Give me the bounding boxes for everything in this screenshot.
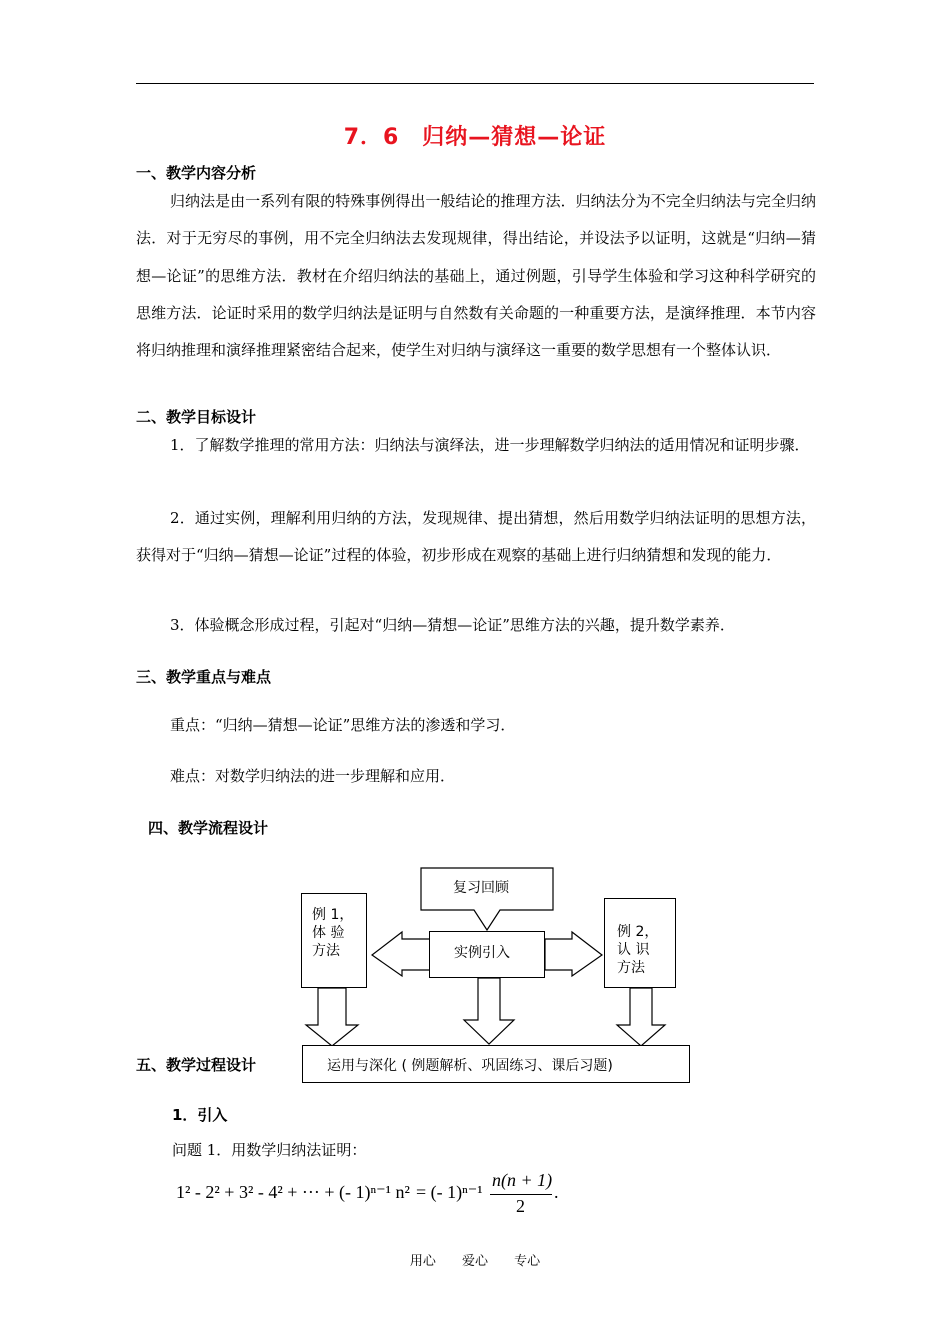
section-1-paragraph: 归纳法是由一系列有限的特殊事例得出一般结论的推理方法．归纳法分为不完全归纳法与完全归纳法．对于无穷尽的事例，用不完全归纳法去发现规律，得出结论，并设法予以证明，这就是“归纳—猜想—论证”的思维方法．教材在介绍归纳法的基础上，通过例题，引导学生体验和学习这种科学研究的思维方法．论证时采用的数学归纳法是证明与自然数有关命题的一种重要方法，是演绎推理．本节内容将归纳推理和演绎推理紧密结合起来，使学生对归纳与演绎这一重要的数学思想有一个整体认识． <box>136 192 816 360</box>
intro-box <box>429 931 545 978</box>
formula-denominator: 2 <box>516 1196 525 1216</box>
arrow-intro-down <box>464 978 514 1044</box>
page-footer: 用心 爱心 专心 <box>409 1254 541 1269</box>
page-title: 7．6 归纳—猜想—论证 <box>343 125 607 150</box>
arrow-intro-to-example2 <box>545 932 602 976</box>
subsection-intro: 1．引入 <box>172 1106 228 1124</box>
section-5-heading: 五、教学过程设计 <box>136 1056 257 1074</box>
example2-box <box>604 898 676 988</box>
arrow-example1-down <box>306 988 358 1046</box>
review-label: 复习回顾 <box>453 880 509 896</box>
example1-box <box>301 893 367 988</box>
question-1: 问题 1．用数学归纳法证明： <box>172 1141 367 1159</box>
section-4-heading: 四、教学流程设计 <box>148 819 269 837</box>
goal-item-3: 3．体验概念形成过程，引起对“归纳—猜想—论证”思维方法的兴趣，提升数学素养． <box>170 616 735 634</box>
section-3-heading: 三、教学重点与难点 <box>136 668 272 686</box>
formula-lhs: 1² - 2² + 3² - 4² + ··· + (- 1)ⁿ⁻¹ n² <box>176 1182 410 1202</box>
arrow-example2-down <box>617 988 665 1046</box>
review-box <box>421 868 553 910</box>
fraction-bar <box>490 1194 552 1195</box>
arrow-intro-to-example1 <box>372 932 430 976</box>
apply-box <box>302 1045 690 1083</box>
section-1-heading: 一、教学内容分析 <box>136 164 257 182</box>
key-point: 重点：“归纳—猜想—论证”思维方法的渗透和学习． <box>170 716 516 734</box>
formula-numerator: n(n + 1) <box>492 1170 553 1190</box>
formula-rhs-prefix: = (- 1)ⁿ⁻¹ <box>416 1182 483 1202</box>
section-2-heading: 二、教学目标设计 <box>136 408 257 426</box>
intro-label: 实例引入 <box>454 945 510 961</box>
goal-item-1: 1．了解数学推理的常用方法：归纳法与演绎法，进一步理解数学归纳法的适用情况和证明步骤． <box>170 436 810 454</box>
difficulty-point: 难点：对数学归纳法的进一步理解和应用． <box>170 767 456 785</box>
goal-item-2: 2．通过实例，理解利用归纳的方法，发现规律、提出猜想，然后用数学归纳法证明的思想方法，获得对于“归纳—猜想—论证”过程的体验，初步形成在观察的基础上进行归纳猜想和发现的能力． <box>136 509 816 565</box>
example1-label: 例 1， 体 验 方法 <box>312 907 354 959</box>
apply-label: 运用与深化 ( 例题解析、巩固练习、课后习题) <box>327 1058 613 1074</box>
example2-label: 例 2， 认 识 方法 <box>617 924 659 976</box>
formula-end: . <box>554 1182 559 1202</box>
